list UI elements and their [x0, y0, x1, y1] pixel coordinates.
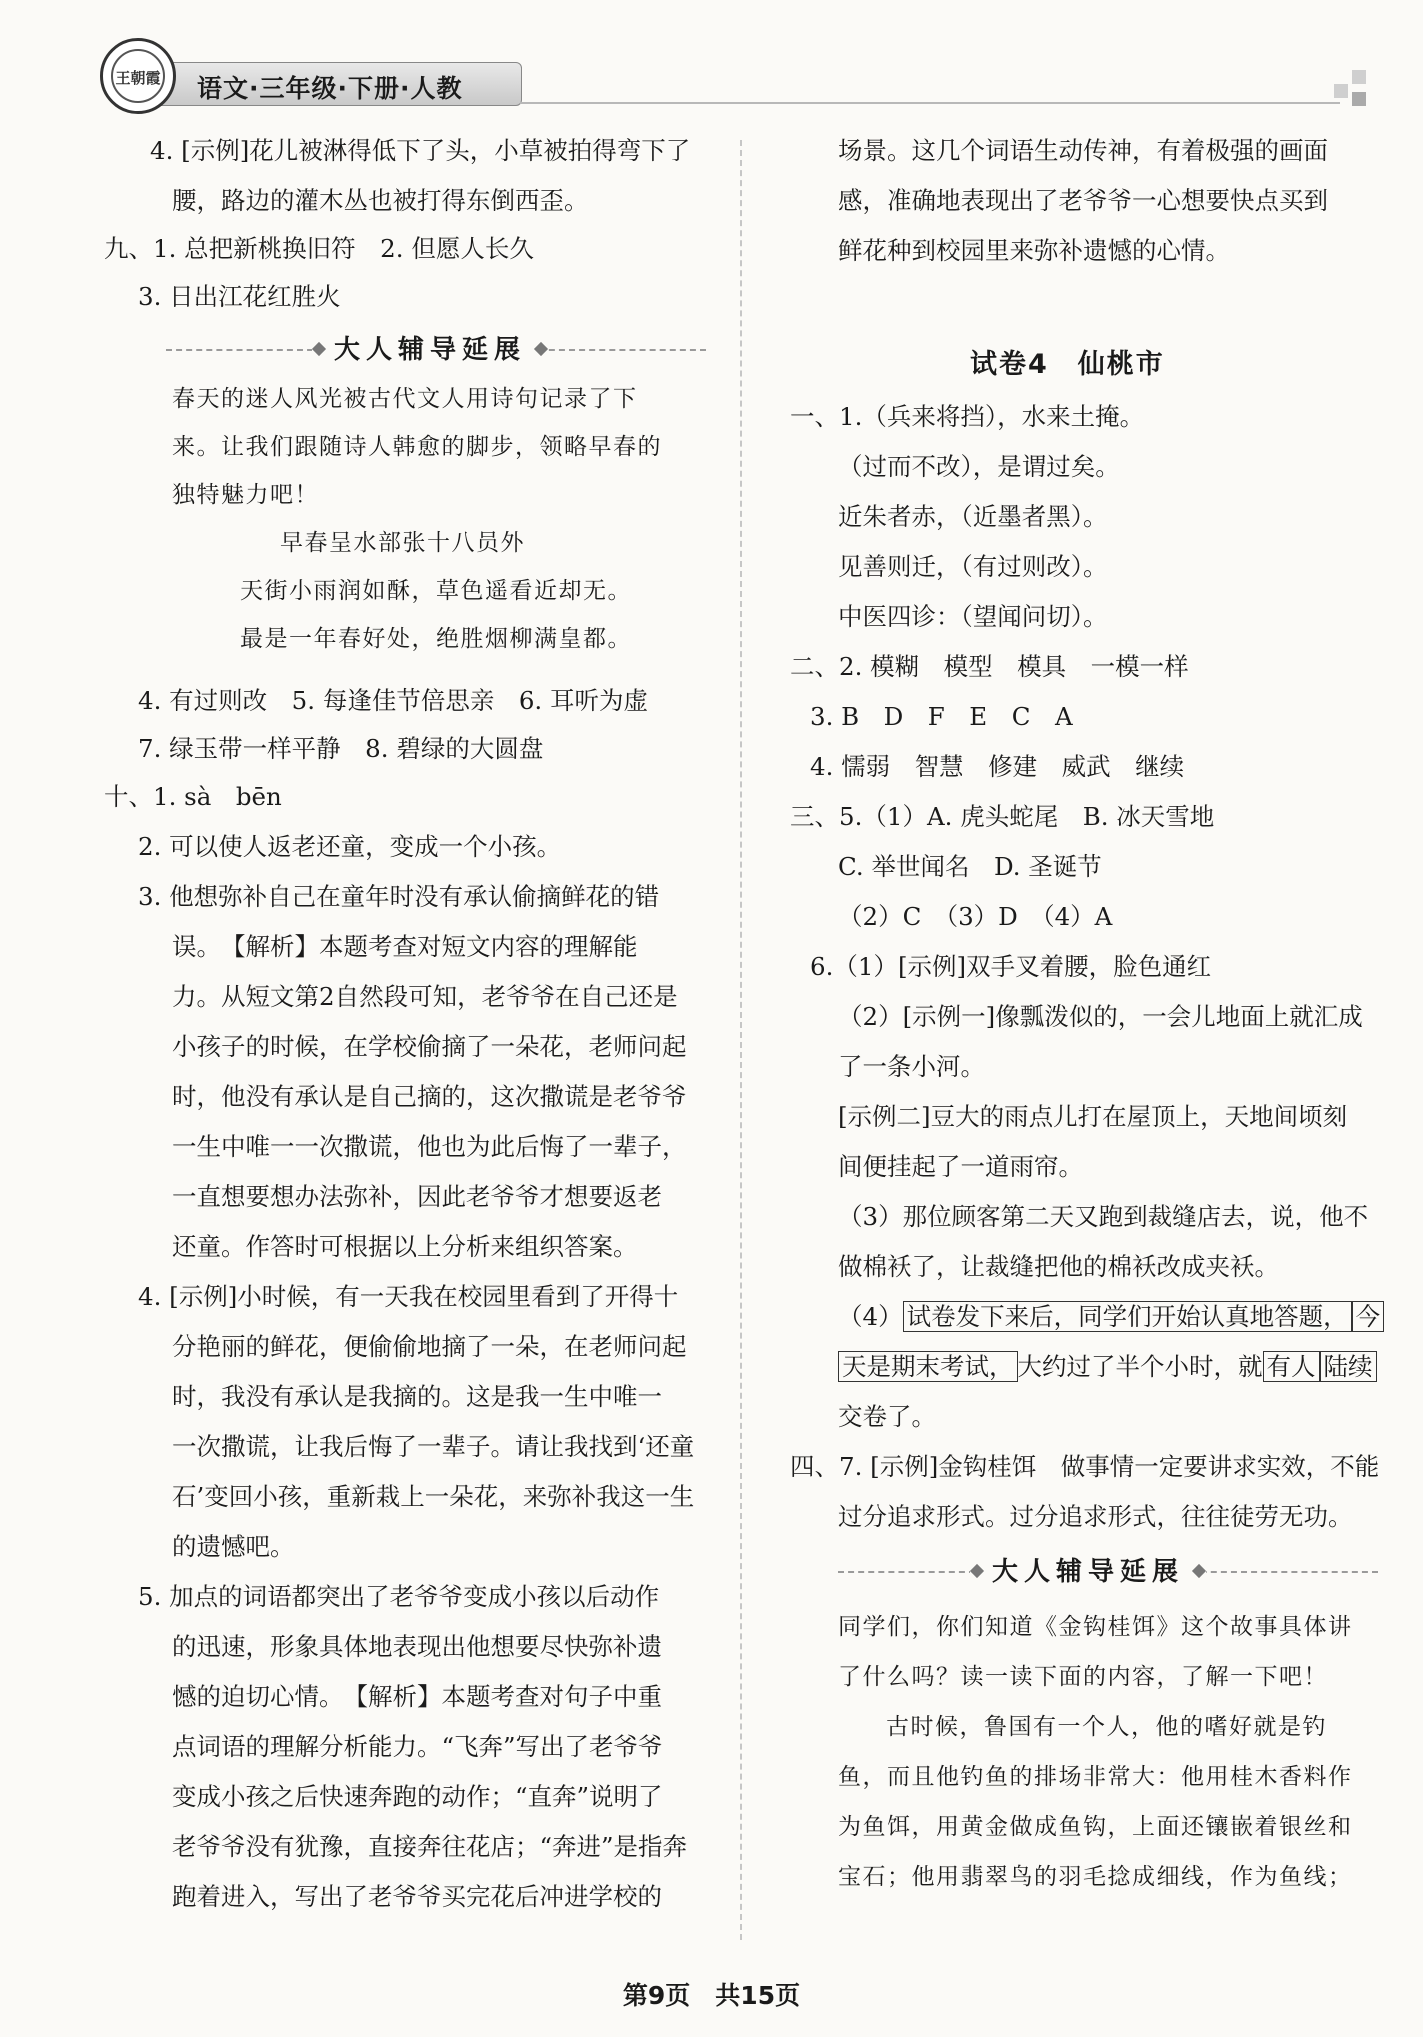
- answer-line: 小孩子的时候，在学校偷摘了一朵花，老师问起: [172, 1032, 687, 1061]
- marked-phrase: 有人: [1263, 1351, 1320, 1382]
- answer-line: 7. 绿玉带一样平静 8. 碧绿的大圆盘: [138, 734, 544, 763]
- answer-line: [示例二]豆大的雨点儿打在屋顶上，天地间顷刻: [838, 1102, 1348, 1131]
- answer-line: 二、2. 模糊 模型 模具 一模一样: [790, 652, 1189, 681]
- answer-line: 九、1. 总把新桃换旧符 2. 但愿人长久: [104, 234, 534, 263]
- answer-line: 老爷爷没有犹豫，直接奔往花店；“奔进”是指奔: [172, 1832, 688, 1861]
- answer-line: 的遗憾吧。: [172, 1532, 295, 1561]
- answer-line: 四、7. [示例]金钩桂饵 做事情一定要讲求实效，不能: [790, 1452, 1380, 1481]
- extension-banner: [100, 330, 700, 370]
- answer-line: 2. 可以使人返老还童，变成一个小孩。: [138, 832, 562, 861]
- publisher-logo: [100, 38, 176, 114]
- extension-text: 为鱼饵，用黄金做成鱼钩，上面还镶嵌着银丝和: [838, 1814, 1353, 1840]
- answer-line: 时，我没有承认是我摘的。这是我一生中唯一: [172, 1382, 662, 1411]
- answer-line: （2）C （3）D （4）A: [838, 902, 1113, 931]
- marked-phrase: 今: [1352, 1301, 1385, 1332]
- poem-line: 天街小雨润如酥，草色遥看近却无。: [240, 578, 632, 604]
- answer-line: 4. [示例]小时候，有一天我在校园里看到了开得十: [138, 1282, 679, 1311]
- logo-text: 王朝霞: [111, 49, 165, 103]
- answer-line: 误。 【解析】本题考查对短文内容的理解能: [172, 932, 638, 961]
- poem-title: 早春呈水部张十八员外: [280, 530, 525, 556]
- answer-line: 变成小孩之后快速奔跑的动作；“直奔”说明了: [172, 1782, 663, 1811]
- marked-phrase: 天是期末考试，: [838, 1351, 1018, 1382]
- answer-line: （2）[示例一]像瓢泼似的，一会儿地面上就汇成: [838, 1002, 1363, 1031]
- answer-line: 3. 他想弥补自己在童年时没有承认偷摘鲜花的错: [138, 882, 660, 911]
- answer-line: C. 举世闻名 D. 圣诞节: [838, 852, 1102, 881]
- answer-line: 4. 有过则改 5. 每逢佳节倍思亲 6. 耳听为虚: [138, 686, 648, 715]
- answer-line: （过而不改），是谓过矣。: [838, 452, 1120, 481]
- answer-line: 一次撒谎，让我后悔了一辈子。请让我找到‘还童: [172, 1432, 695, 1461]
- answer-line: 过分追求形式。过分追求形式，往往徒劳无功。: [838, 1502, 1353, 1531]
- answer-line: 力。从短文第2自然段可知，老爷爷在自己还是: [172, 982, 678, 1011]
- pinyin-answer: 十、1. sà bēn: [104, 782, 282, 811]
- answer-line: 交卷了。: [838, 1402, 936, 1431]
- answer-line: 一生中唯一一次撒谎，他也为此后悔了一辈子，: [172, 1132, 687, 1161]
- banner-title: 大人辅导延展: [970, 1552, 1206, 1592]
- answer-line: 腰，路边的灌木丛也被打得东倒西歪。: [172, 186, 589, 215]
- answer-line: 见善则迁，（有过则改）。: [838, 552, 1108, 581]
- answer-line: 还童。作答时可根据以上分析来组织答案。: [172, 1232, 638, 1261]
- answer-line: 时，他没有承认是自己摘的，这次撒谎是老爷爷: [172, 1082, 687, 1111]
- extension-text: 宝石；他用翡翠鸟的羽毛捻成细线，作为鱼线；: [838, 1864, 1353, 1890]
- correction-line: [838, 1298, 1384, 1336]
- answer-line: 一直想要想办法弥补，因此老爷爷才想要返老: [172, 1182, 662, 1211]
- corner-square: [1352, 70, 1366, 84]
- correction-line: [838, 1348, 1377, 1386]
- answer-line: 3. 日出江花红胜火: [138, 282, 341, 311]
- book-title: 语文·三年级·下册·人教: [197, 74, 463, 103]
- answer-line: 三、5.（1）A. 虎头蛇尾 B. 冰天雪地: [790, 802, 1215, 831]
- answer-line: 一、1.（兵来将挡），水来土掩。: [790, 402, 1145, 431]
- header-rule: [520, 102, 1340, 104]
- answer-line: 石’变回小孩，重新栽上一朵花，来弥补我这一生: [172, 1482, 695, 1511]
- answer-line: 6.（1）[示例]双手叉着腰，脸色通红: [810, 952, 1212, 981]
- extension-text: 古时候，鲁国有一个人，他的嗜好就是钓: [886, 1714, 1327, 1740]
- answer-line: 的迅速，形象具体地表现出他想要尽快弥补遗: [172, 1632, 662, 1661]
- answer-line: 3. B D F E C A: [810, 702, 1073, 731]
- answer-line: 场景。这几个词语生动传神，有着极强的画面: [838, 136, 1328, 165]
- section-title: 试卷4 仙桃市: [970, 349, 1165, 380]
- answer-line: 感，准确地表现出了老爷爷一心想要快点买到: [838, 186, 1328, 215]
- extension-text: 了什么吗？读一读下面的内容，了解一下吧！: [838, 1664, 1328, 1690]
- answer-line: 间便挂起了一道雨帘。: [838, 1152, 1083, 1181]
- page-header: [0, 0, 1423, 110]
- extension-text: 鱼，而且他钓鱼的排场非常大：他用桂木香料作: [838, 1764, 1353, 1790]
- answer-line: （3）那位顾客第二天又跑到裁缝店去，说，他不: [838, 1202, 1369, 1231]
- column-divider: [740, 140, 742, 1940]
- answer-line: 4. 懦弱 智慧 修建 威武 继续: [810, 752, 1185, 781]
- extension-text: 同学们，你们知道《金钩桂饵》这个故事具体讲: [838, 1614, 1353, 1640]
- item-number: （4）: [838, 1302, 903, 1331]
- extension-banner: [790, 1552, 1380, 1592]
- answer-line: 憾的迫切心情。 【解析】本题考查对句子中重: [172, 1682, 662, 1711]
- answer-line: 了一条小河。: [838, 1052, 985, 1081]
- page-number: 第9页 共15页: [622, 1981, 801, 2010]
- plain-phrase: 大约过了半个小时，就: [1017, 1352, 1263, 1381]
- marked-phrase: 陆续: [1320, 1351, 1377, 1382]
- corner-square: [1352, 92, 1366, 106]
- answer-line: 鲜花种到校园里来弥补遗憾的心情。: [838, 236, 1230, 265]
- answer-line: 做棉袄了，让裁缝把他的棉袄改成夹袄。: [838, 1252, 1279, 1281]
- book-title-bar: [160, 62, 522, 106]
- poem-line: 最是一年春好处，绝胜烟柳满皇都。: [240, 626, 632, 652]
- answer-line: 4. [示例]花儿被淋得低下了头，小草被拍得弯下了: [150, 136, 691, 165]
- corner-square: [1334, 84, 1348, 98]
- answer-line: 跑着进入，写出了老爷爷买完花后冲进学校的: [172, 1882, 662, 1911]
- answer-line: 点词语的理解分析能力。“飞奔”写出了老爷爷: [172, 1732, 663, 1761]
- extension-text: 来。让我们跟随诗人韩愈的脚步，领略早春的: [172, 434, 662, 460]
- banner-title: 大人辅导延展: [312, 330, 548, 370]
- answer-line: 近朱者赤，（近墨者黑）。: [838, 502, 1108, 531]
- marked-phrase: 试卷发下来后，同学们开始认真地答题，: [903, 1301, 1352, 1332]
- answer-line: 分艳丽的鲜花，便偷偷地摘了一朵，在老师问起: [172, 1332, 687, 1361]
- extension-text: 独特魅力吧！: [172, 482, 319, 508]
- extension-text: 春天的迷人风光被古代文人用诗句记录了下: [172, 386, 638, 412]
- answer-line: 5. 加点的词语都突出了老爷爷变成小孩以后动作: [138, 1582, 660, 1611]
- answer-line: 中医四诊：（望闻问切）。: [838, 602, 1108, 631]
